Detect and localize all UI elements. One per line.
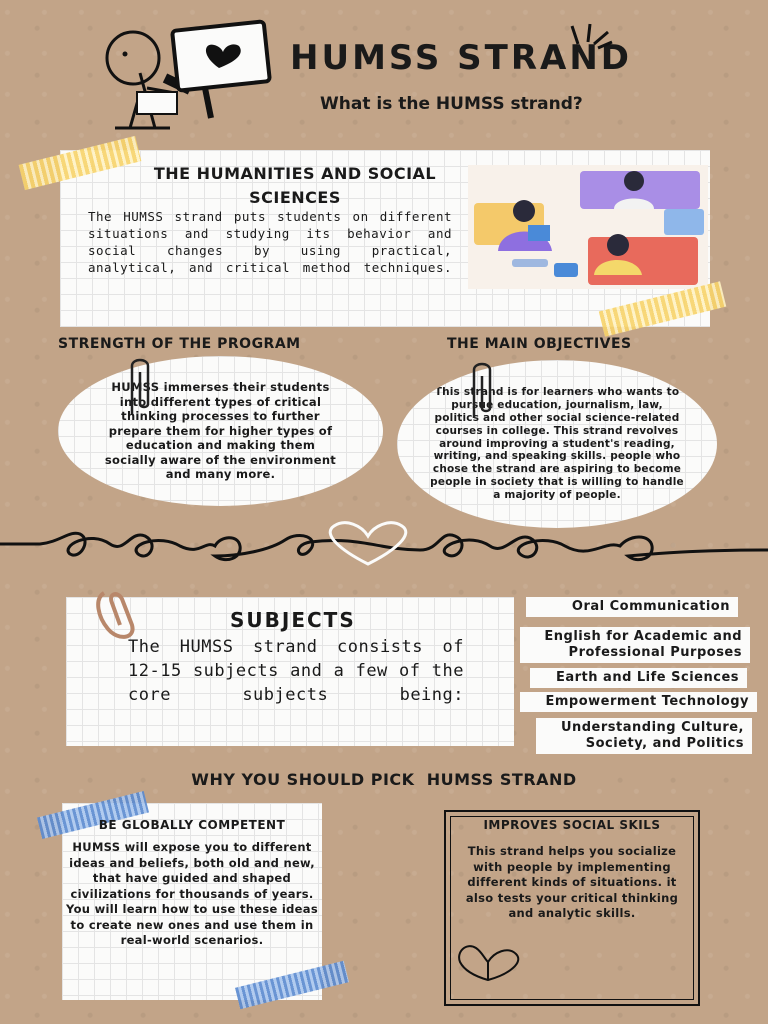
strength-circle bbox=[58, 356, 383, 506]
intro-heading: THE HUMANITIES AND SOCIAL SCIENCES bbox=[153, 164, 437, 207]
page-subtitle: What is the HUMSS strand? bbox=[320, 94, 583, 114]
page-title: HUMSS STRAND bbox=[290, 38, 633, 78]
objectives-heading: THE MAIN OBJECTIVES bbox=[447, 336, 632, 352]
social-body: This strand helps you socialize with people by implementing different kinds of situations. it also tests your critical thinking and analytic skills. bbox=[465, 844, 679, 920]
subject-item: Empowerment Technology bbox=[520, 692, 757, 712]
subjects-heading: SUBJECTS bbox=[230, 608, 356, 632]
subject-item: English for Academic and Professional Purposes bbox=[520, 627, 750, 663]
subjects-body: The HUMSS strand consists of 12-15 subjects and a few of the core subjects being: bbox=[128, 637, 464, 705]
heart-line-divider bbox=[0, 510, 768, 580]
paperclip-icon bbox=[118, 356, 158, 416]
objectives-body: This strand is for learners who wants to pursue education, journalism, law, politics and other social science-related courses in college. This strand revolves around improving a student's reading, writing, and speaking skills. people who chose the strand are aspiring to become people in society that is willing to handle a majority of people. bbox=[430, 386, 684, 501]
social-heading: IMPROVES SOCIAL SKILS bbox=[483, 818, 661, 832]
sparkle-accent-icon bbox=[568, 22, 618, 52]
heart-doodle-icon bbox=[454, 932, 534, 982]
objectives-circle bbox=[397, 360, 717, 528]
competent-body: HUMSS will expose you to different ideas and beliefs, both old and new, that have guided and shaped civilizations for thousands of years. You will learn how to use these ideas to create new ones and use them in real-world scenarios. bbox=[66, 840, 318, 947]
intro-body: The HUMSS strand puts students on different situations and studying its behavior and social changes by using practical, analytical, and critical method techniques. bbox=[88, 209, 452, 275]
competent-heading: BE GLOBALLY COMPETENT bbox=[98, 818, 286, 832]
subject-item: Understanding Culture, Society, and Politics bbox=[536, 718, 752, 754]
paperclip-icon bbox=[460, 360, 500, 420]
subject-item: Oral Communication bbox=[526, 597, 738, 617]
why-heading: WHY YOU SHOULD PICK HUMSS STRAND bbox=[191, 770, 577, 789]
strength-body: HUMSS immerses their students into different types of critical thinking processes to further prepare them for higher types of education and making them socially aware of the environment and many more. bbox=[104, 380, 337, 482]
students-illustration bbox=[468, 165, 708, 289]
strength-heading: STRENGTH OF THE PROGRAM bbox=[58, 336, 301, 352]
subject-item: Earth and Life Sciences bbox=[530, 668, 747, 688]
stick-figure-heart-sign-illustration bbox=[95, 18, 275, 133]
